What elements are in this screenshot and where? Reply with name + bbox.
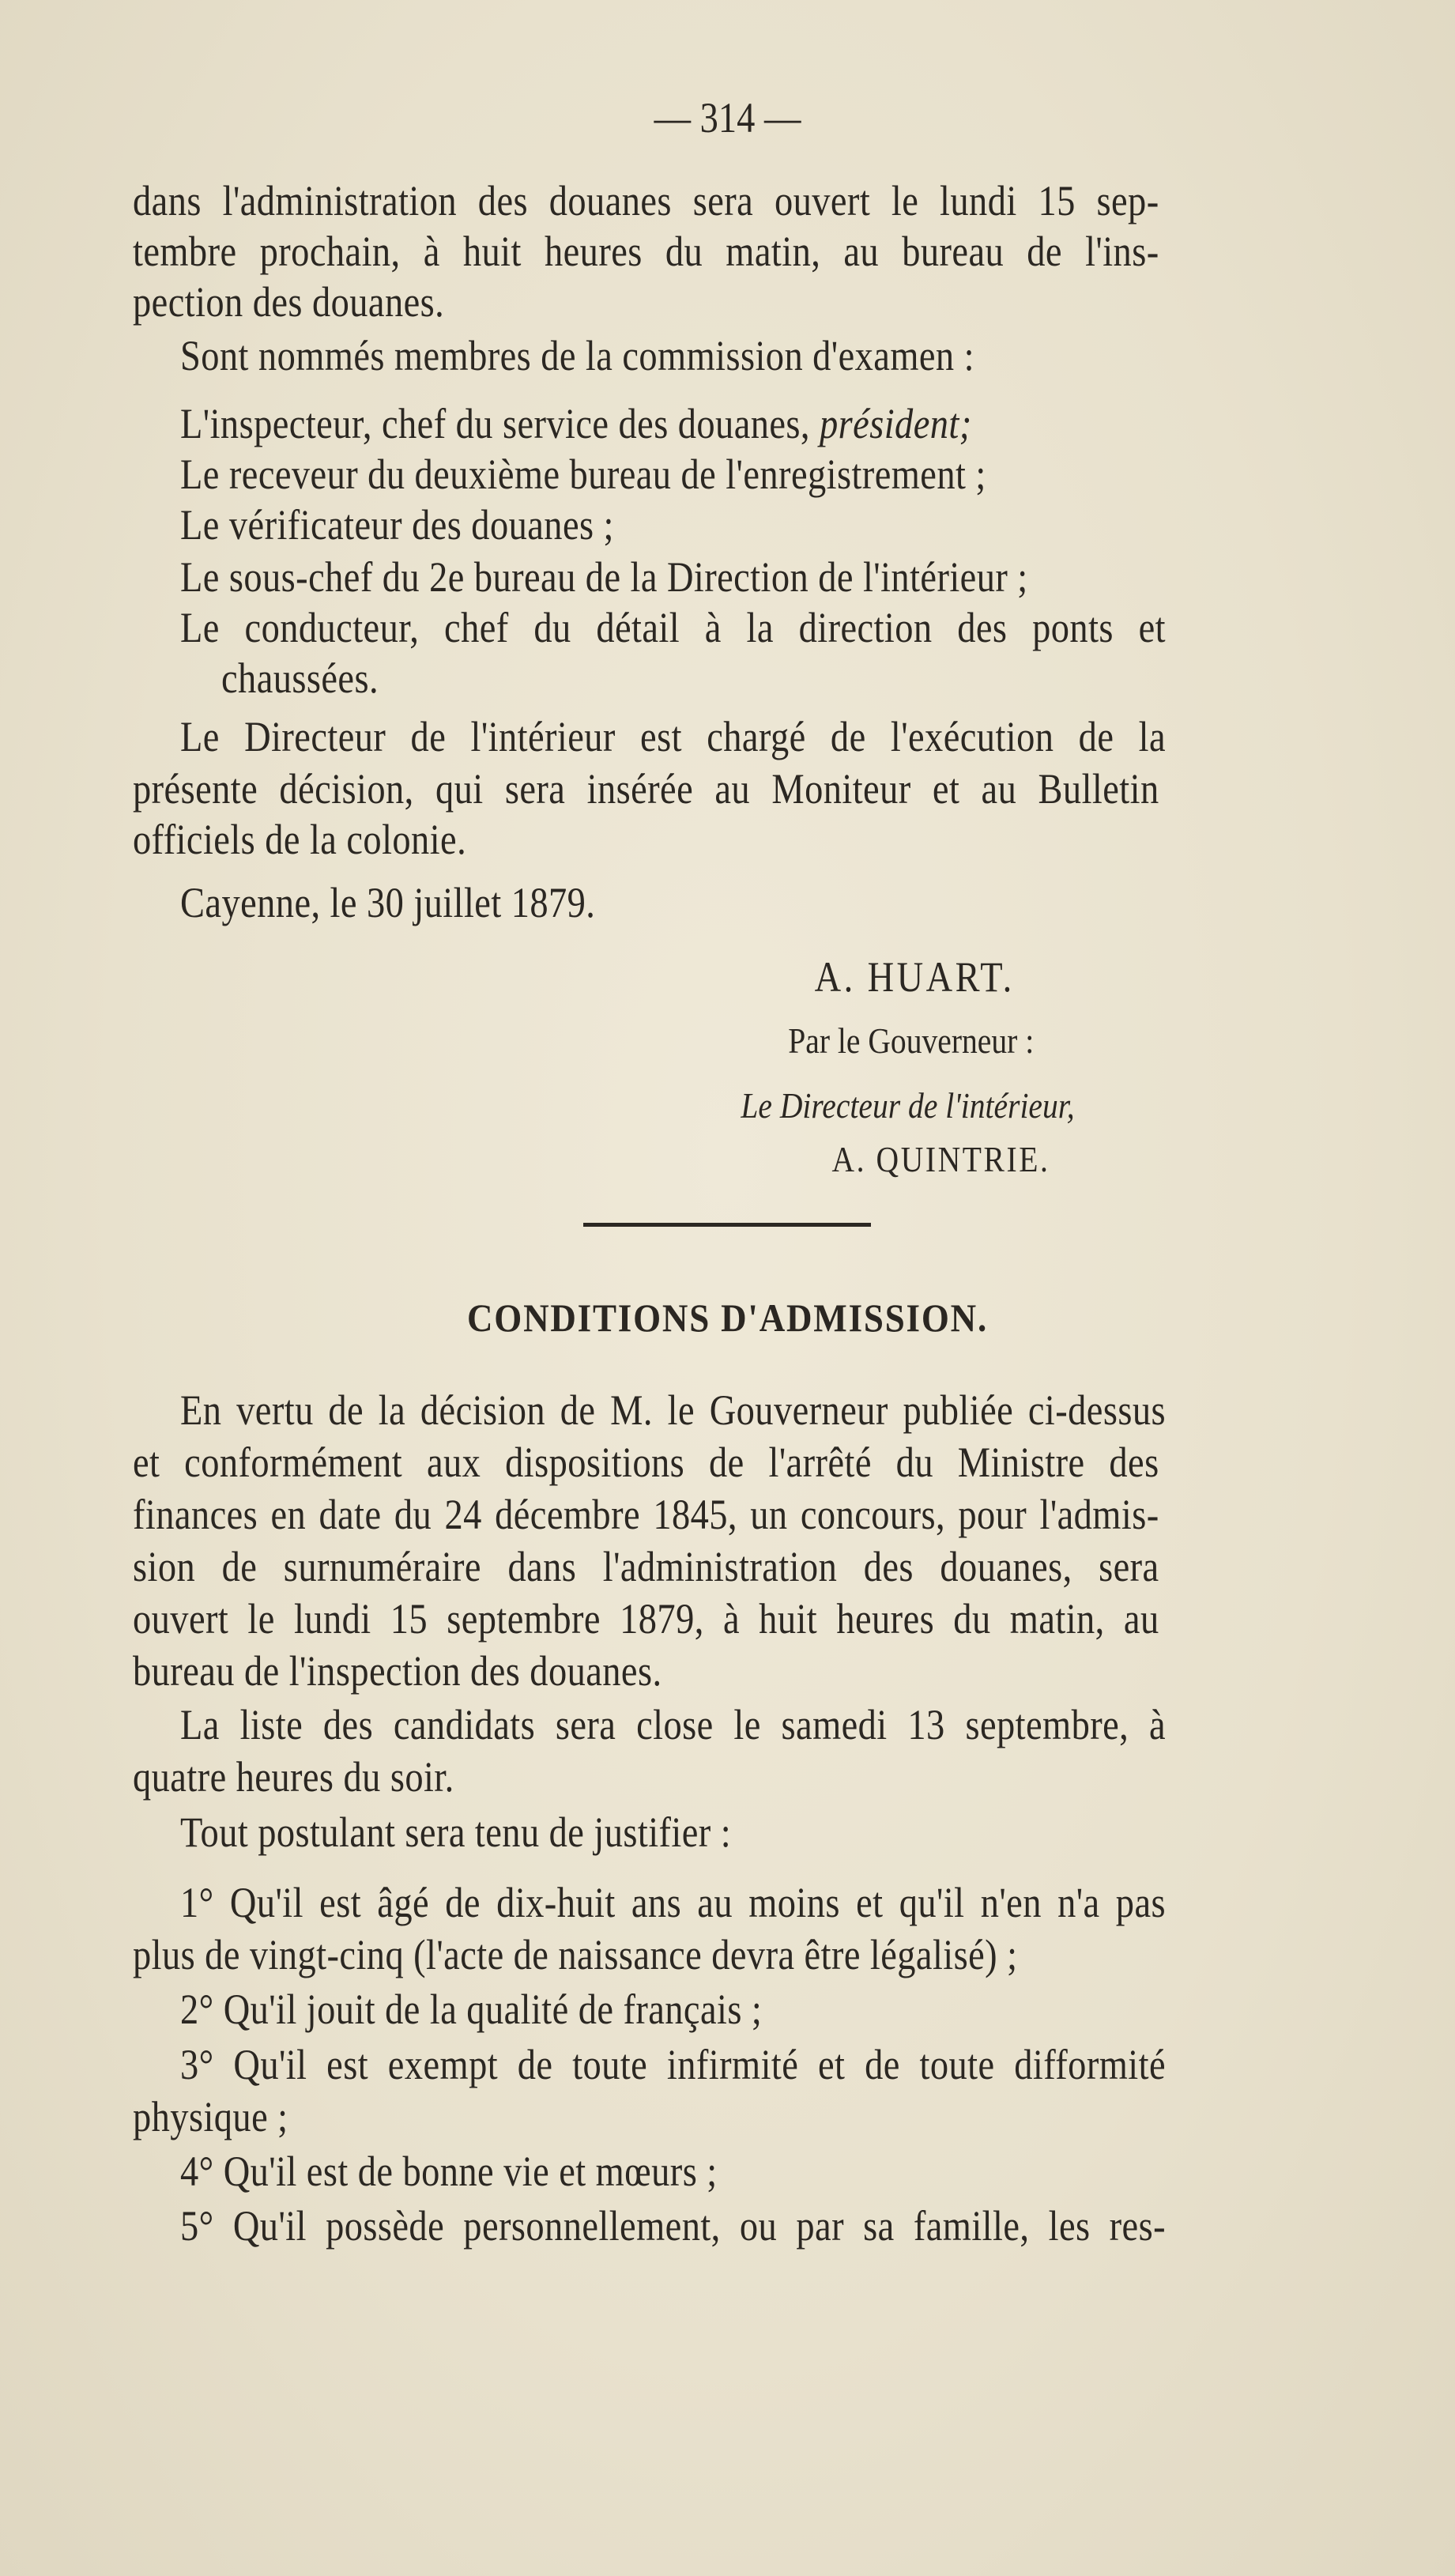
signature-par-le: Par le Gouverneur : — [788, 1020, 1035, 1061]
condition-line: 1° Qu'il est âgé de dix-huit ans au moins et qu'il n'en n'a pas — [180, 1879, 1166, 1926]
body-line: La liste des candidats sera close le samedi 13 septembre, à — [180, 1701, 1166, 1748]
page-number: — 314 — — [654, 94, 801, 141]
body-line: présente décision, qui sera insérée au Moniteur et au Bulletin — [133, 765, 1159, 813]
member-line: Le sous-chef du 2e bureau de la Direction de l'intérieur ; — [180, 553, 1028, 601]
member-line: Le conducteur, chef du détail à la direction des ponts et — [180, 604, 1166, 651]
body-line: pection des douanes. — [133, 278, 445, 326]
body-line: officiels de la colonie. — [133, 816, 467, 863]
body-line: et conformément aux dispositions de l'arrêté du Ministre des — [133, 1439, 1159, 1486]
body-line: Le Directeur de l'intérieur est chargé de l'exécution de la — [180, 713, 1166, 760]
body-line: bureau de l'inspection des douanes. — [133, 1647, 662, 1695]
commission-intro: Sont nommés membres de la commission d'examen : — [180, 332, 974, 379]
condition-line: plus de vingt-cinq (l'acte de naissance devra être légalisé) ; — [133, 1931, 1018, 1978]
body-line: dans l'administration des douanes sera ouvert le lundi 15 sep- — [133, 177, 1159, 224]
signature-title: Le Directeur de l'intérieur, — [741, 1085, 1075, 1126]
condition-line: 4° Qu'il est de bonne vie et mœurs ; — [180, 2148, 718, 2195]
date-line: Cayenne, le 30 juillet 1879. — [180, 879, 596, 926]
member-role-italic: président; — [820, 400, 972, 447]
member-line: chaussées. — [221, 654, 379, 702]
condition-line: physique ; — [133, 2093, 288, 2140]
body-line: finances en date du 24 décembre 1845, un concours, pour l'admis- — [133, 1491, 1159, 1538]
member-line: Le receveur du deuxième bureau de l'enregistrement ; — [180, 451, 986, 498]
signature-name-2: A. QUINTRIE. — [831, 1139, 1050, 1179]
body-line: En vertu de la décision de M. le Gouverneur publiée ci-dessus — [180, 1386, 1166, 1434]
member-line: Le vérificateur des douanes ; — [180, 501, 614, 549]
body-line: sion de surnuméraire dans l'administration des douanes, sera — [133, 1543, 1159, 1590]
member-line — [180, 398, 1166, 449]
separator-rule — [583, 1223, 871, 1227]
section-heading: CONDITIONS D'ADMISSION. — [466, 1296, 988, 1340]
member-text: L'inspecteur, chef du service des douanes, — [180, 400, 820, 447]
body-line: Tout postulant sera tenu de justifier : — [180, 1808, 732, 1856]
condition-line: 5° Qu'il possède personnellement, ou par sa famille, les res- — [180, 2202, 1166, 2250]
body-line: tembre prochain, à huit heures du matin, au bureau de l'ins- — [133, 228, 1159, 275]
condition-line: 2° Qu'il jouit de la qualité de français ; — [180, 1986, 763, 2033]
signature-name: A. HUART. — [814, 953, 1015, 1001]
body-line: ouvert le lundi 15 septembre 1879, à huit heures du matin, au — [133, 1595, 1159, 1643]
body-line: quatre heures du soir. — [133, 1753, 454, 1801]
condition-line: 3° Qu'il est exempt de toute infirmité et de toute difformité — [180, 2041, 1166, 2088]
